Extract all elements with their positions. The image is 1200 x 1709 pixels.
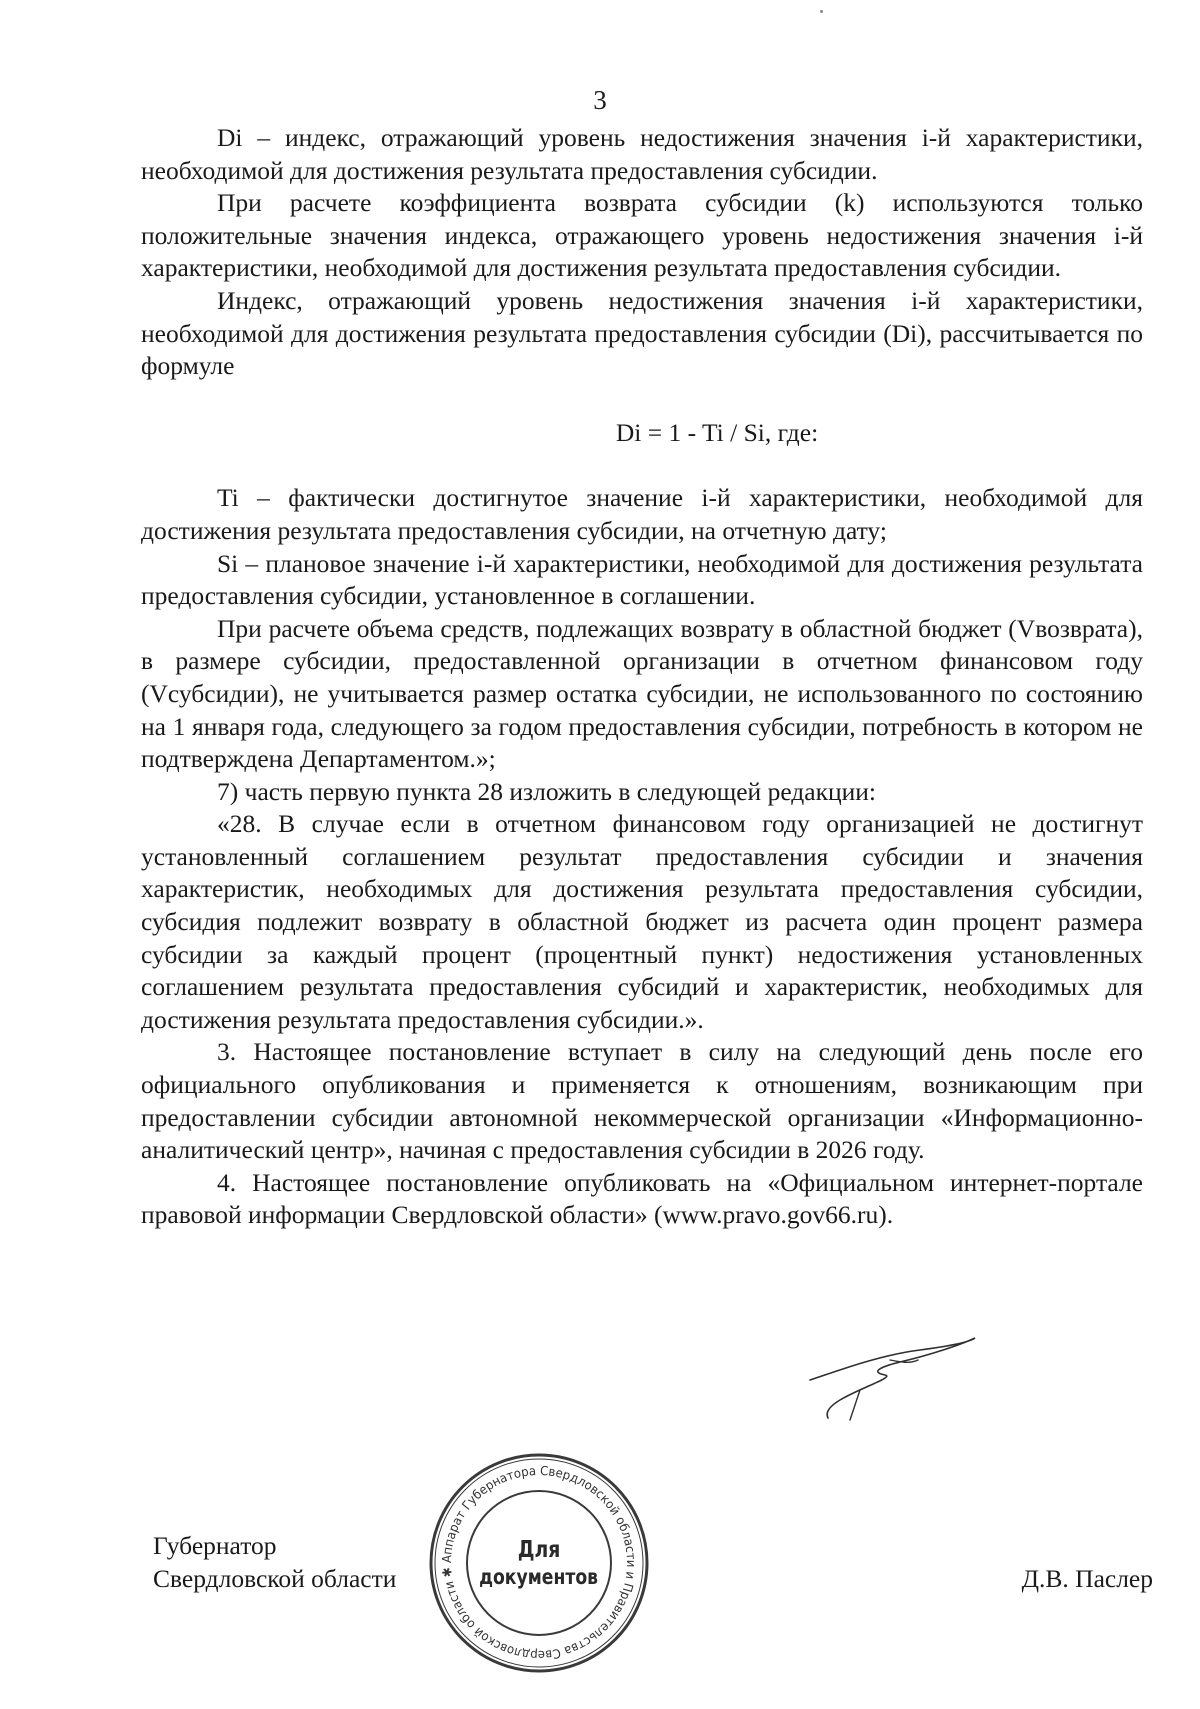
signature-block	[153, 1529, 1153, 1629]
official-stamp	[426, 1450, 652, 1676]
document-body	[141, 122, 1143, 1232]
paragraph-di-definition: Di – индекс, отражающий уровень недостижения значения i-й характеристики, необходимой для достижения результата предоставления субсидии.	[141, 123, 1143, 185]
stamp-center-line2: документов	[479, 1565, 599, 1589]
paragraph-return-coefficient: При расчете коэффициента возврата субсидии (k) используются только положительные значения индекса, отражающего уровень недостижения значения i-й характеристики, необходимой для достижения результата предоставления субсидии.	[141, 188, 1143, 283]
page-number: 3	[593, 85, 607, 115]
signer-title	[153, 1529, 473, 1595]
paragraph-return-volume: При расчете объема средств, подлежащих возврату в областной бюджет (Vвозврата), в размере субсидии, предоставленной организации в отчетном финансовом году (Vсубсидии), не учитывается размер остатка субсидии, не использованного по состоянию на 1 января года, следующего за годом предоставления субсидии, потребность в котором не подтверждена Департаментом.»;	[141, 613, 1143, 774]
paragraph-item-7: 7) часть первую пункта 28 изложить в следующей редакции:	[217, 776, 877, 806]
signer-name: Д.В. Паслер	[1021, 1564, 1153, 1593]
formula: Di = 1 - Ti / Si, где:	[615, 417, 819, 447]
paragraph-item-28: «28. В случае если в отчетном финансовом году организацией не достигнут установленный соглашением результат предоставления субсидии и значения характеристик, необходимых для достижения результата предоставления субсидии, субсидия подлежит возврату в областной бюджет из расчета один процент размера субсидии за каждый процент (процентный пункт) недостижения установленных соглашением результата предоставления субсидий и характеристик, необходимых для достижения результата предоставления субсидии.».	[141, 809, 1143, 1034]
stamp-graphic	[426, 1450, 652, 1676]
paragraph-si-definition: Si – плановое значение i-й характеристики, необходимой для достижения результата предоставления субсидии, установленное в соглашении.	[141, 548, 1143, 611]
handwritten-signature	[800, 1300, 1020, 1450]
paragraph-section-3: 3. Настоящее постановление вступает в силу на следующий день после его официального опубликования и применяется к отношениям, возникающим при предоставлении субсидии автономной некоммерческой организации «Информационно-аналитический центр», начиная с предоставления субсидии в 2026 году.	[141, 1037, 1143, 1165]
paragraph-index-formula-intro: Индекс, отражающий уровень недостижения значения i-й характеристики, необходимой для достижения результата предоставления субсидии (Di), рассчитывается по формуле	[141, 285, 1143, 381]
signer-title-line1: Губернатор	[153, 1531, 277, 1560]
paragraph-ti-definition: Ti – фактически достигнутое значение i-й характеристики, необходимой для достижения результата предоставления субсидии, на отчетную дату;	[141, 483, 1143, 545]
paragraph-section-4: 4. Настоящее постановление опубликовать на «Официальном интернет-портале правовой информации Свердловской области» (www.pravo.gov66.ru).	[141, 1167, 1143, 1230]
stamp-ring-text: Аппарат Губернатора Свердловской области и Правительства Свердловской области ✱	[438, 1462, 640, 1664]
stamp-center-line1: Для	[517, 1537, 561, 1563]
scan-artifact	[820, 10, 823, 13]
signer-title-line2: Свердловской области	[153, 1564, 397, 1593]
